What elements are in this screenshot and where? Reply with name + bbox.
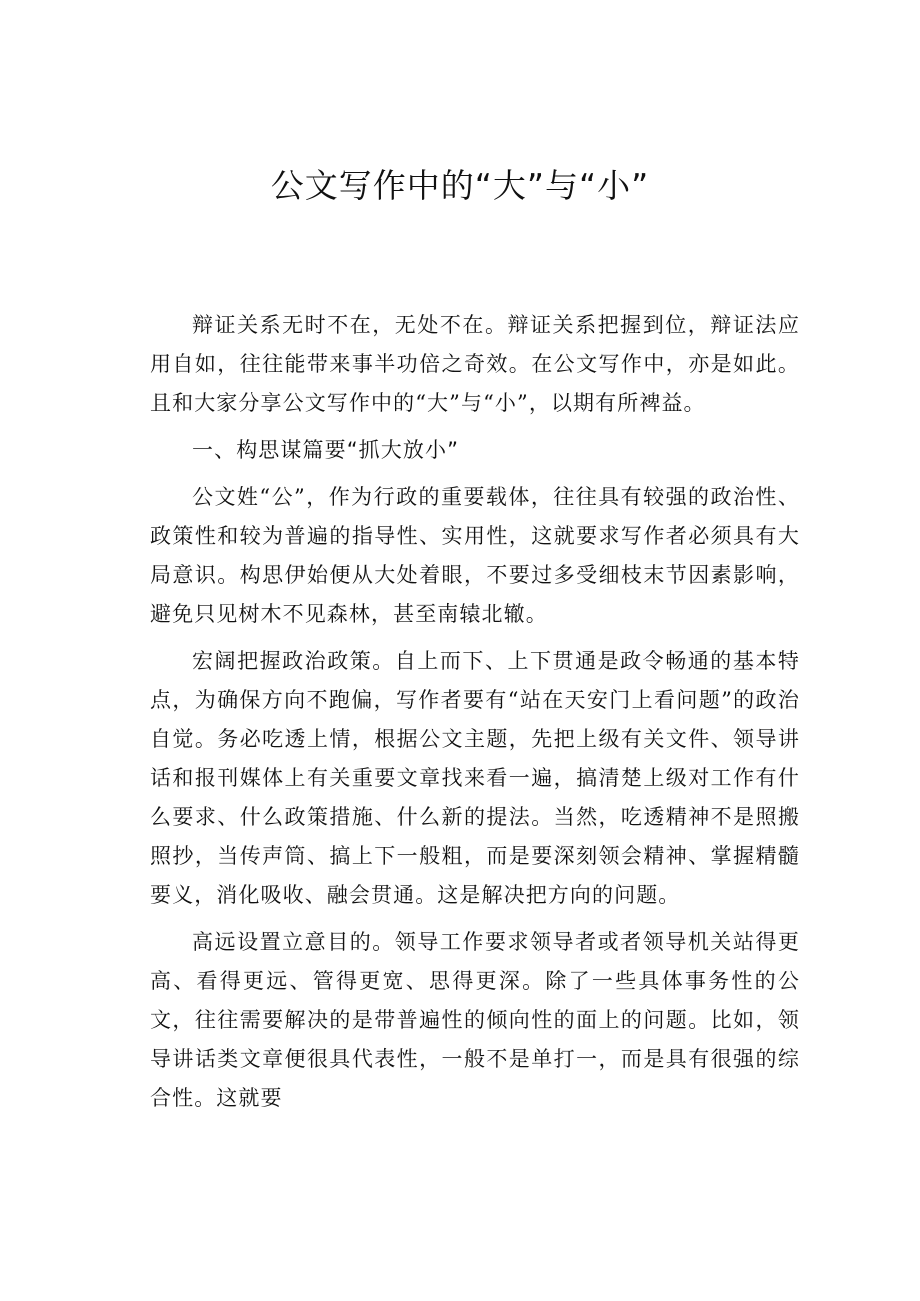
paragraph-1: 公文姓“公”，作为行政的重要载体，往往具有较强的政治性、政策性和较为普遍的指导性、实用性，这就要求写作者必须具有大局意识。构思伊始便从大处着眼，不要过多受细枝末节因素影响，避免只见树木不见森林，甚至南辕北辙。: [150, 485, 800, 626]
paragraph-3: 高远设置立意目的。领导工作要求领导者或者领导机关站得更高、看得更远、管得更宽、思得更深。除了一些具体事务性的公文，往往需要解决的是带普遍性的倾向性的面上的问题。比如，领导讲话类文章便很具代表性，一般不是单打一，而是具有很强的综合性。这就要: [150, 930, 800, 1110]
paragraph-2: 宏阔把握政治政策。自上而下、上下贯通是政令畅通的基本特点，为确保方向不跑偏，写作者要有“站在天安门上看问题”的政治自觉。务必吃透上情，根据公文主题，先把上级有关文件、领导讲话和报刊媒体上有关重要文章找来看一遍，搞清楚上级对工作有什么要求、什么政策措施、什么新的提法。当然，吃透精神不是照搬照抄，当传声筒、搞上下一般粗，而是要深刻领会精神、掌握精髓要义，消化吸收、融会贯通。这是解决把方向的问题。: [150, 649, 800, 907]
paragraph-intro: 辩证关系无时不在，无处不在。辩证关系把握到位，辩证法应用自如，往往能带来事半功倍之奇效。在公文写作中，亦是如此。且和大家分享公文写作中的“大”与“小”，以期有所裨益。: [150, 313, 800, 415]
section-heading-1: 一、构思谋篇要“抓大放小”: [192, 438, 460, 462]
document-body: [150, 306, 800, 1126]
document-title: 公文写作中的“大”与“小”: [270, 166, 650, 205]
